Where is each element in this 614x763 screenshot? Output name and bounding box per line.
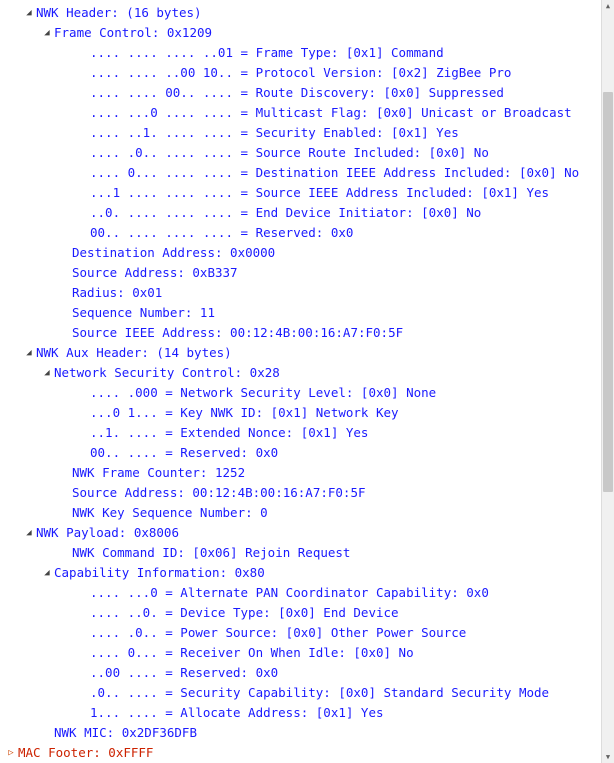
expand-triangle-icon[interactable]: ◢ [26, 348, 32, 358]
tree-row[interactable] [0, 483, 602, 503]
tree-row-label: Destination Address: 0x0000 [72, 245, 276, 260]
tree-row-label: 1... .... = Allocate Address: [0x1] Yes [90, 705, 384, 720]
tree-row-label: .... .... .... ..01 = Frame Type: [0x1] Command [90, 45, 444, 60]
tree-row-label: .... 0... .... .... = Destination IEEE Address Included: [0x0] No [90, 165, 580, 180]
tree-row[interactable] [0, 523, 602, 543]
tree-row[interactable] [0, 723, 602, 743]
tree-row[interactable] [0, 83, 602, 103]
tree-row[interactable] [0, 243, 602, 263]
tree-row[interactable] [0, 123, 602, 143]
tree-row[interactable] [0, 163, 602, 183]
tree-row-label: NWK Command ID: [0x06] Rejoin Request [72, 545, 351, 560]
tree-row[interactable] [0, 303, 602, 323]
tree-row[interactable] [0, 463, 602, 483]
tree-row[interactable] [0, 683, 602, 703]
tree-row-label: ...0 1... = Key NWK ID: [0x1] Network Key [90, 405, 399, 420]
tree-row[interactable] [0, 743, 602, 763]
tree-row-label: ..00 .... = Reserved: 0x0 [90, 665, 279, 680]
tree-row-label: Radius: 0x01 [72, 285, 163, 300]
tree-row[interactable] [0, 283, 602, 303]
tree-row-label: .... .... ..00 10.. = Protocol Version: [0x2] ZigBee Pro [90, 65, 512, 80]
tree-row-label: .... 0... = Receiver On When Idle: [0x0] No [90, 645, 414, 660]
tree-row[interactable] [0, 703, 602, 723]
tree-row[interactable] [0, 583, 602, 603]
tree-row[interactable] [0, 143, 602, 163]
tree-row-label: .... .0.. .... .... = Source Route Included: [0x0] No [90, 145, 489, 160]
tree-row-label: .0.. .... = Security Capability: [0x0] Standard Security Mode [90, 685, 550, 700]
tree-row-label: Sequence Number: 11 [72, 305, 215, 320]
tree-row-label: NWK Header: (16 bytes) [36, 5, 202, 20]
tree-row[interactable] [0, 443, 602, 463]
tree-row-label: NWK Aux Header: (14 bytes) [36, 345, 232, 360]
tree-row[interactable] [0, 183, 602, 203]
tree-row-label: Capability Information: 0x80 [54, 565, 265, 580]
expand-triangle-icon[interactable]: ◢ [26, 8, 32, 18]
tree-row-label: .... .... 00.. .... = Route Discovery: [0x0] Suppressed [90, 85, 504, 100]
tree-row-label: .... ..1. .... .... = Security Enabled: [0x1] Yes [90, 125, 459, 140]
expand-triangle-icon[interactable]: ◢ [44, 368, 50, 378]
tree-row[interactable] [0, 543, 602, 563]
tree-row[interactable] [0, 323, 602, 343]
tree-row-label: Network Security Control: 0x28 [54, 365, 280, 380]
tree-row-label: ...1 .... .... .... = Source IEEE Address Included: [0x1] Yes [90, 185, 550, 200]
tree-row-label: ..1. .... = Extended Nonce: [0x1] Yes [90, 425, 369, 440]
tree-row[interactable] [0, 603, 602, 623]
tree-row[interactable] [0, 23, 602, 43]
collapse-triangle-icon[interactable]: ▷ [8, 748, 14, 758]
tree-row-label: NWK Frame Counter: 1252 [72, 465, 246, 480]
tree-row[interactable] [0, 663, 602, 683]
tree-row-label: Frame Control: 0x1209 [54, 25, 213, 40]
scrollbar-up-arrow-icon[interactable]: ▲ [602, 0, 614, 12]
tree-row-label: .... ...0 .... .... = Multicast Flag: [0x0] Unicast or Broadcast [90, 105, 572, 120]
tree-row-label: 00.. .... .... .... = Reserved: 0x0 [90, 225, 354, 240]
tree-row[interactable] [0, 43, 602, 63]
tree-row-label: MAC Footer: 0xFFFF [18, 745, 154, 760]
tree-row-label: .... ...0 = Alternate PAN Coordinator Capability: 0x0 [90, 585, 489, 600]
tree-row[interactable] [0, 503, 602, 523]
tree-row-label: Source Address: 00:12:4B:00:16:A7:F0:5F [72, 485, 366, 500]
vertical-scrollbar[interactable] [601, 0, 614, 763]
tree-row-label: Source IEEE Address: 00:12:4B:00:16:A7:F0:5F [72, 325, 404, 340]
tree-row-label: 00.. .... = Reserved: 0x0 [90, 445, 279, 460]
tree-row[interactable] [0, 103, 602, 123]
tree-row-label: ..0. .... .... .... = End Device Initiator: [0x0] No [90, 205, 482, 220]
tree-row-label: NWK MIC: 0x2DF36DFB [54, 725, 197, 740]
tree-row[interactable] [0, 3, 602, 23]
tree-row[interactable] [0, 203, 602, 223]
tree-row[interactable] [0, 423, 602, 443]
tree-row-label: .... ..0. = Device Type: [0x0] End Device [90, 605, 399, 620]
expand-triangle-icon[interactable]: ◢ [44, 568, 50, 578]
tree-row[interactable] [0, 403, 602, 423]
tree-row[interactable] [0, 623, 602, 643]
scrollbar-thumb[interactable] [603, 92, 613, 492]
tree-row[interactable] [0, 263, 602, 283]
scrollbar-down-arrow-icon[interactable]: ▼ [602, 751, 614, 763]
tree-row-label: NWK Key Sequence Number: 0 [72, 505, 268, 520]
tree-row-label: .... .000 = Network Security Level: [0x0] None [90, 385, 437, 400]
tree-row-label: .... .0.. = Power Source: [0x0] Other Power Source [90, 625, 467, 640]
tree-row[interactable] [0, 63, 602, 83]
tree-row-label: Source Address: 0xB337 [72, 265, 238, 280]
expand-triangle-icon[interactable]: ◢ [44, 28, 50, 38]
tree-row[interactable] [0, 383, 602, 403]
expand-triangle-icon[interactable]: ◢ [26, 528, 32, 538]
tree-row[interactable] [0, 643, 602, 663]
tree-row[interactable] [0, 343, 602, 363]
tree-row-label: NWK Payload: 0x8006 [36, 525, 179, 540]
tree-row[interactable] [0, 563, 602, 583]
tree-row[interactable] [0, 223, 602, 243]
tree-row[interactable] [0, 363, 602, 383]
